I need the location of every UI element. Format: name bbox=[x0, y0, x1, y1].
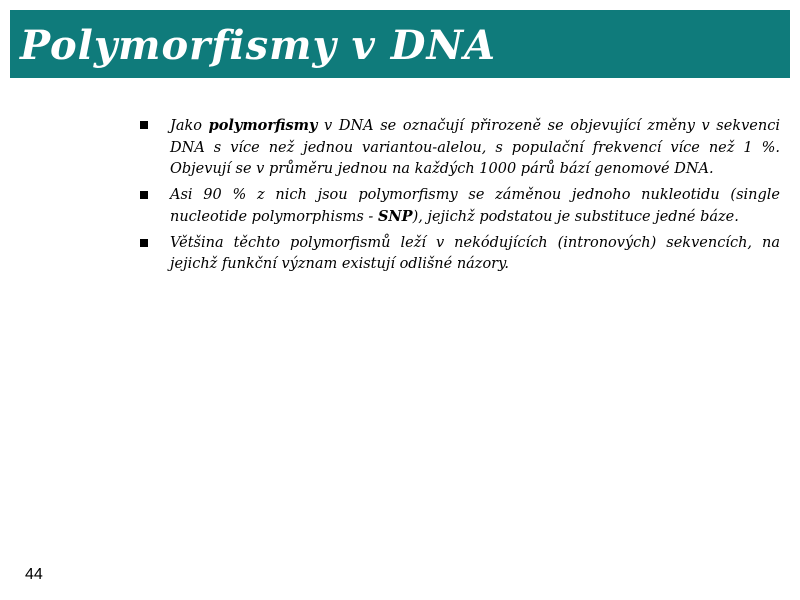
bullet-keyword: polymorfismy bbox=[208, 117, 318, 134]
bullet-item bbox=[138, 115, 780, 181]
page-number: 44 bbox=[25, 566, 43, 583]
bullet-keyword: SNP bbox=[377, 208, 413, 225]
bullet-item bbox=[138, 185, 780, 229]
bullet-item bbox=[138, 233, 780, 276]
bullet-text: Jako bbox=[170, 118, 209, 134]
bullet-list bbox=[138, 115, 780, 280]
bullet-text: Asi 90 % z nich jsou polymorfismy se záměnou jednoho nukleotidu (single nucleotide polymorphisms - bbox=[170, 186, 780, 225]
bullet-text: Většina těchto polymorfismů leží v nekódujících (intronových) sekvencích, na jejichž funkční význam existují odlišné názory. bbox=[170, 234, 780, 272]
slide-title: Polymorfismy v DNA bbox=[20, 22, 497, 69]
bullet-text: ), jejichž podstatou je substituce jedné báze. bbox=[412, 209, 739, 225]
bullet-text: v DNA se označují přirozeně se objevující změny v sekvenci DNA s více než jednou variantou-alelou, s populační frekvencí více než 1 %. Objevují se v průměru jednou na každých 1000 párů bází genomové DNA. bbox=[170, 118, 780, 177]
square-bullet-icon bbox=[140, 121, 148, 129]
square-bullet-icon bbox=[140, 191, 148, 199]
square-bullet-icon bbox=[140, 239, 148, 247]
title-bar bbox=[10, 10, 790, 78]
